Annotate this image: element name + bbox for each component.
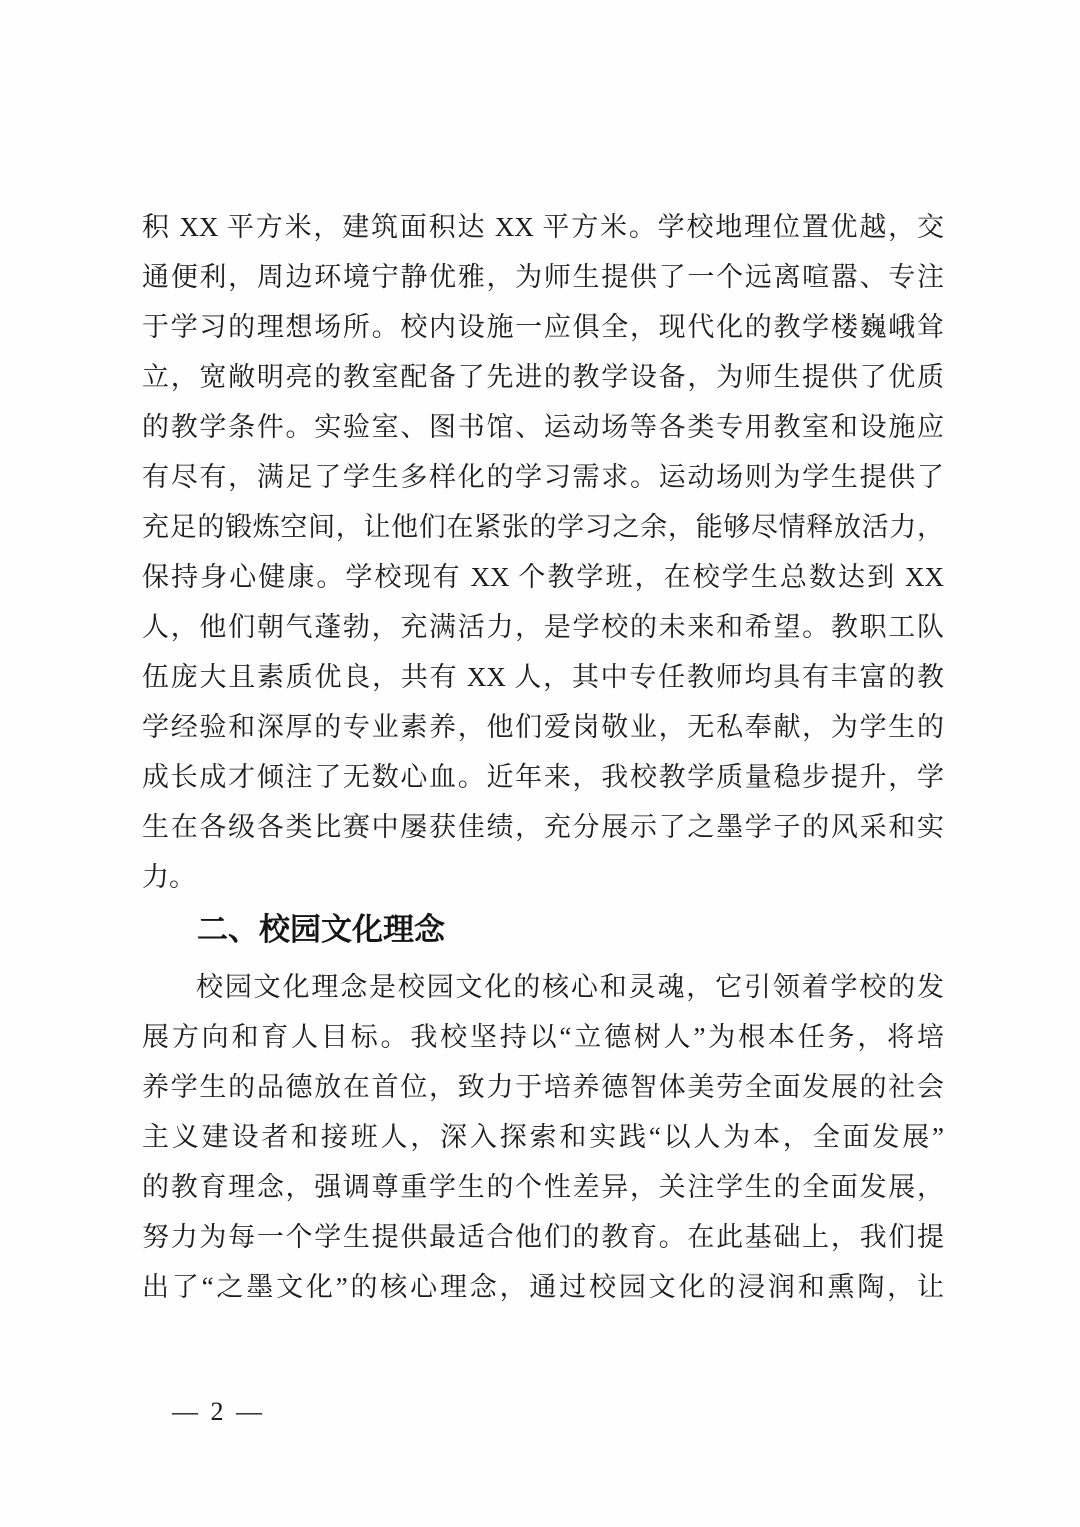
body-text-line: 出了“之墨文化”的核心理念，通过校园文化的浸润和熏陶，让 <box>142 1272 944 1302</box>
body-text-line: 充足的锻炼空间，让他们在紧张的学习之余，能够尽情释放活力， <box>142 512 944 542</box>
body-text-line: 展方向和育人目标。我校坚持以“立德树人”为根本任务，将培 <box>142 1022 944 1052</box>
section-heading: 二、校园文化理念 <box>197 912 445 947</box>
body-text-line: 于学习的理想场所。校内设施一应俱全，现代化的教学楼巍峨耸 <box>142 312 944 342</box>
paragraph-continuation <box>142 202 944 902</box>
body-text-line: 力。 <box>142 862 196 892</box>
body-text-line: 有尽有，满足了学生多样化的学习需求。运动场则为学生提供了 <box>142 462 944 492</box>
body-text-line: 主义建设者和接班人，深入探索和实践“以人为本，全面发展” <box>142 1122 944 1152</box>
body-text-line: 通便利，周边环境宁静优雅，为师生提供了一个远离喧嚣、专注 <box>142 262 944 292</box>
body-text-line: 的教学条件。实验室、图书馆、运动场等各类专用教室和设施应 <box>142 412 944 442</box>
body-text-line: 校园文化理念是校园文化的核心和灵魂，它引领着学校的发 <box>196 972 944 1002</box>
body-text-line: 努力为每一个学生提供最适合他们的教育。在此基础上，我们提 <box>142 1222 944 1252</box>
page-number-footer: — 2 — <box>172 1397 265 1426</box>
body-text-line: 成长成才倾注了无数心血。近年来，我校教学质量稳步提升，学 <box>142 762 944 792</box>
body-text-line: 养学生的品德放在首位，致力于培养德智体美劳全面发展的社会 <box>142 1072 944 1102</box>
body-text-line: 立，宽敞明亮的教室配备了先进的教学设备，为师生提供了优质 <box>142 362 944 392</box>
body-text-line: 人，他们朝气蓬勃，充满活力，是学校的未来和希望。教职工队 <box>142 612 944 642</box>
body-text-line: 伍庞大且素质优良，共有 XX 人，其中专任教师均具有丰富的教 <box>142 662 944 692</box>
paragraph-campus-culture <box>142 962 944 1312</box>
body-text-line: 的教育理念，强调尊重学生的个性差异，关注学生的全面发展， <box>142 1172 944 1202</box>
body-text-line: 积 XX 平方米，建筑面积达 XX 平方米。学校地理位置优越，交 <box>142 212 944 242</box>
body-text-line: 生在各级各类比赛中屡获佳绩，充分展示了之墨学子的风采和实 <box>142 812 944 842</box>
body-text-line: 学经验和深厚的专业素养，他们爱岗敬业，无私奉献，为学生的 <box>142 712 944 742</box>
body-text-line: 保持身心健康。学校现有 XX 个教学班，在校学生总数达到 XX <box>142 562 944 592</box>
